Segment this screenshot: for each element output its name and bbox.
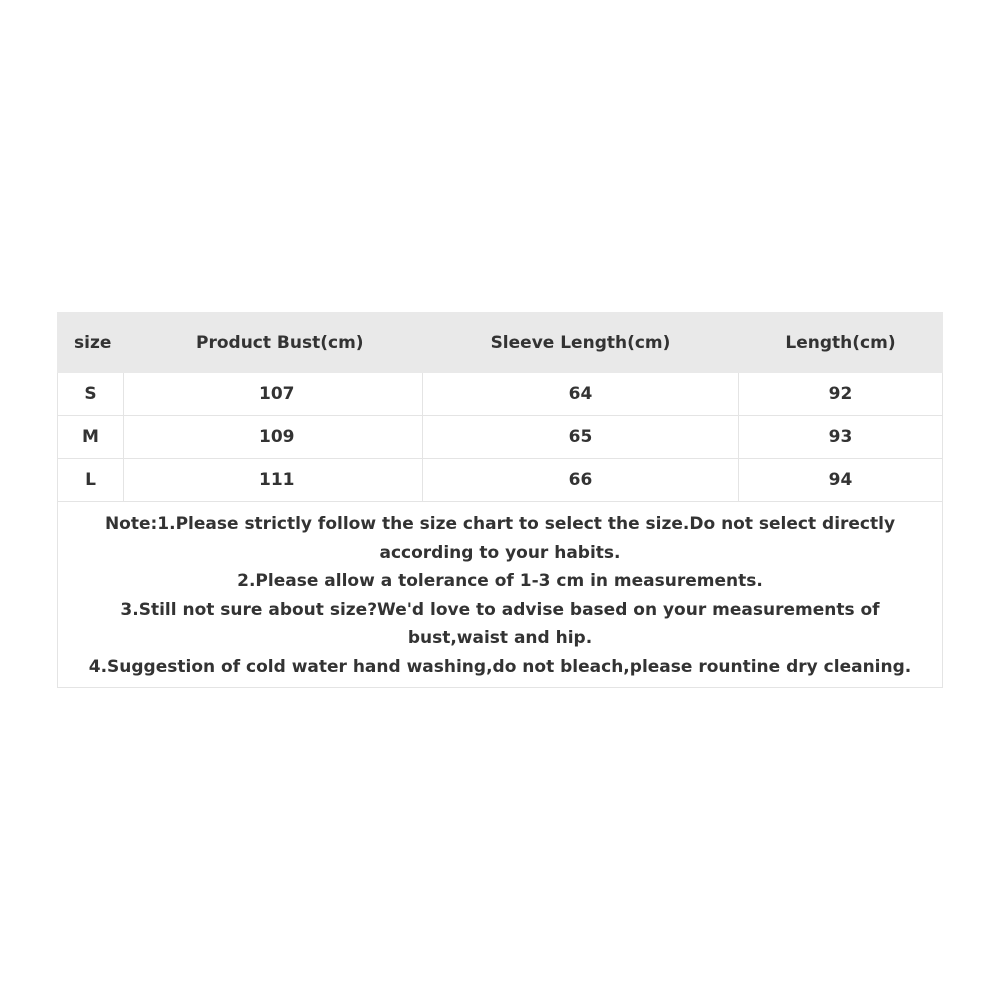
header-product-bust: Product Bust(cm) [124, 313, 423, 373]
cell-product-bust: 111 [124, 459, 423, 502]
cell-sleeve-length: 66 [423, 459, 739, 502]
table-row [58, 459, 943, 502]
notes-cell [58, 502, 943, 688]
cell-length: 93 [739, 416, 943, 459]
cell-size: L [58, 459, 124, 502]
header-length: Length(cm) [739, 313, 943, 373]
notes-row [58, 502, 943, 688]
note-1: Note:1.Please strictly follow the size chart to select the size.Do not select directly according to your habits. [104, 514, 896, 563]
cell-product-bust: 109 [124, 416, 423, 459]
cell-product-bust: 107 [124, 373, 423, 416]
cell-size: M [58, 416, 124, 459]
header-row [58, 313, 943, 373]
cell-length: 94 [739, 459, 943, 502]
size-chart-table [57, 312, 943, 688]
size-chart-body [58, 373, 943, 688]
header-size: size [58, 313, 124, 373]
note-3: 3.Still not sure about size?We'd love to advise based on your measurements of bust,waist and hip. [120, 599, 880, 648]
table-row [58, 373, 943, 416]
cell-length: 92 [739, 373, 943, 416]
size-chart-header [58, 313, 943, 373]
cell-sleeve-length: 64 [423, 373, 739, 416]
header-sleeve-length: Sleeve Length(cm) [423, 313, 739, 373]
cell-size: S [58, 373, 124, 416]
cell-sleeve-length: 65 [423, 416, 739, 459]
table-row [58, 416, 943, 459]
note-4: 4.Suggestion of cold water hand washing,do not bleach,please rountine dry cleaning. [88, 656, 912, 677]
note-2: 2.Please allow a tolerance of 1-3 cm in measurements. [237, 571, 763, 591]
